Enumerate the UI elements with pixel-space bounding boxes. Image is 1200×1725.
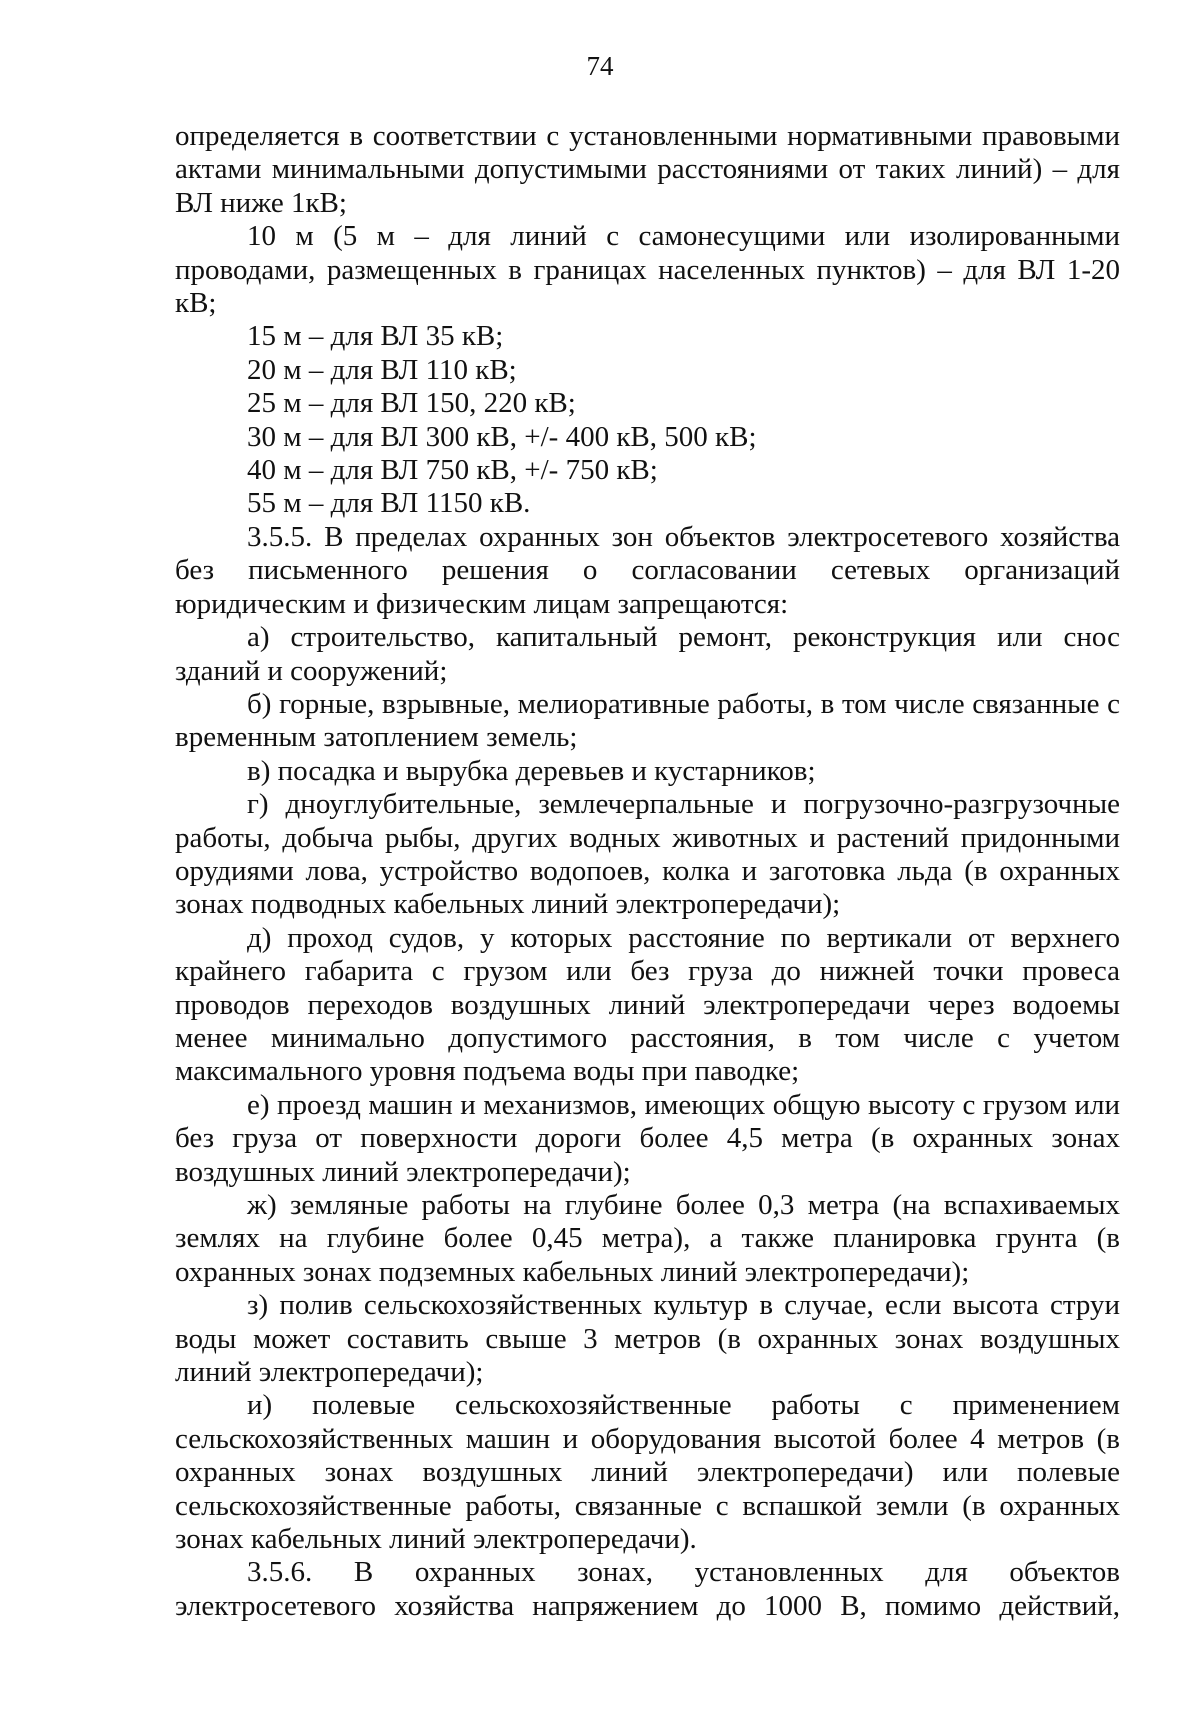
paragraph-55m: 55 м – для ВЛ 1150 кВ. — [247, 487, 531, 520]
paragraph-40m: 40 м – для ВЛ 750 кВ, +/- 750 кВ; — [247, 454, 658, 487]
list-item-zh: ж) земляные работы на глубине более 0,3 метра (на вспахиваемых землях на глубине более 0,45 метра), а также планировка грунта (в охранных зонах подземных кабельных линий электропередачи); — [175, 1189, 1120, 1288]
paragraph-intro: определяется в соответствии с установленными нормативными правовыми актами минимальными допустимыми расстояниями от таких линий) – для ВЛ ниже 1кВ; — [175, 120, 1120, 219]
paragraph-3-5-5: 3.5.5. В пределах охранных зон объектов электросетевого хозяйства без письменного решения о согласовании сетевых организаций юридическим и физическим лицам запрещаются: — [175, 520, 1120, 620]
paragraph-15m: 15 м – для ВЛ 35 кВ; — [247, 320, 504, 353]
list-item-v: в) посадка и вырубка деревьев и кустарников; — [247, 754, 816, 787]
list-item-a: а) строительство, капитальный ремонт, реконструкция или снос зданий и сооружений; — [175, 621, 1120, 687]
list-item-d: д) проход судов, у которых расстояние по вертикали от верхнего крайнего габарита с грузом или без груза до нижней точки провеса проводов переходов воздушных линий электропередачи через водоемы менее минимально допустимого расстояния, в том числе с учетом максимального уровня подъема воды при паводке; — [175, 921, 1120, 1088]
paragraph-25m: 25 м – для ВЛ 150, 220 кВ; — [247, 387, 576, 420]
paragraph-20m: 20 м – для ВЛ 110 кВ; — [247, 353, 517, 386]
list-item-e: е) проезд машин и механизмов, имеющих общую высоту с грузом или без груза от поверхности дороги более 4,5 метра (в охранных зонах воздушных линий электропередачи); — [175, 1088, 1120, 1188]
paragraph-10m: 10 м (5 м – для линий с самонесущими или изолированными проводами, размещенных в границах населенных пунктов) – для ВЛ 1-20 кВ; — [175, 220, 1120, 320]
list-item-b: б) горные, взрывные, мелиоративные работы, в том числе связанные с временным затоплением земель; — [175, 687, 1120, 754]
list-item-g: г) дноуглубительные, землечерпальные и погрузочно-разгрузочные работы, добыча рыбы, других водных животных и растений придонными орудиями лова, устройство водопоев, колка и заготовка льда (в охранных зонах подводных кабельных линий электропередачи); — [175, 788, 1120, 921]
page-number: 74 — [586, 51, 614, 81]
list-item-i: и) полевые сельскохозяйственные работы с применением сельскохозяйственных машин и оборудования высотой более 4 метров (в охранных зонах воздушных линий электропередачи) или полевые сельскохозяйственные работы, связанные с вспашкой земли (в охранных зонах кабельных линий электропередачи). — [175, 1389, 1120, 1556]
paragraph-3-5-6: 3.5.6. В охранных зонах, установленных для объектов электросетевого хозяйства напряжением до 1000 В, помимо действий, — [175, 1556, 1120, 1622]
document-body — [175, 120, 1120, 1623]
list-item-z: з) полив сельскохозяйственных культур в случае, если высота струи воды может составить свыше 3 метров (в охранных зонах воздушных линий электропередачи); — [175, 1289, 1120, 1389]
paragraph-30m: 30 м – для ВЛ 300 кВ, +/- 400 кВ, 500 кВ; — [247, 420, 757, 453]
